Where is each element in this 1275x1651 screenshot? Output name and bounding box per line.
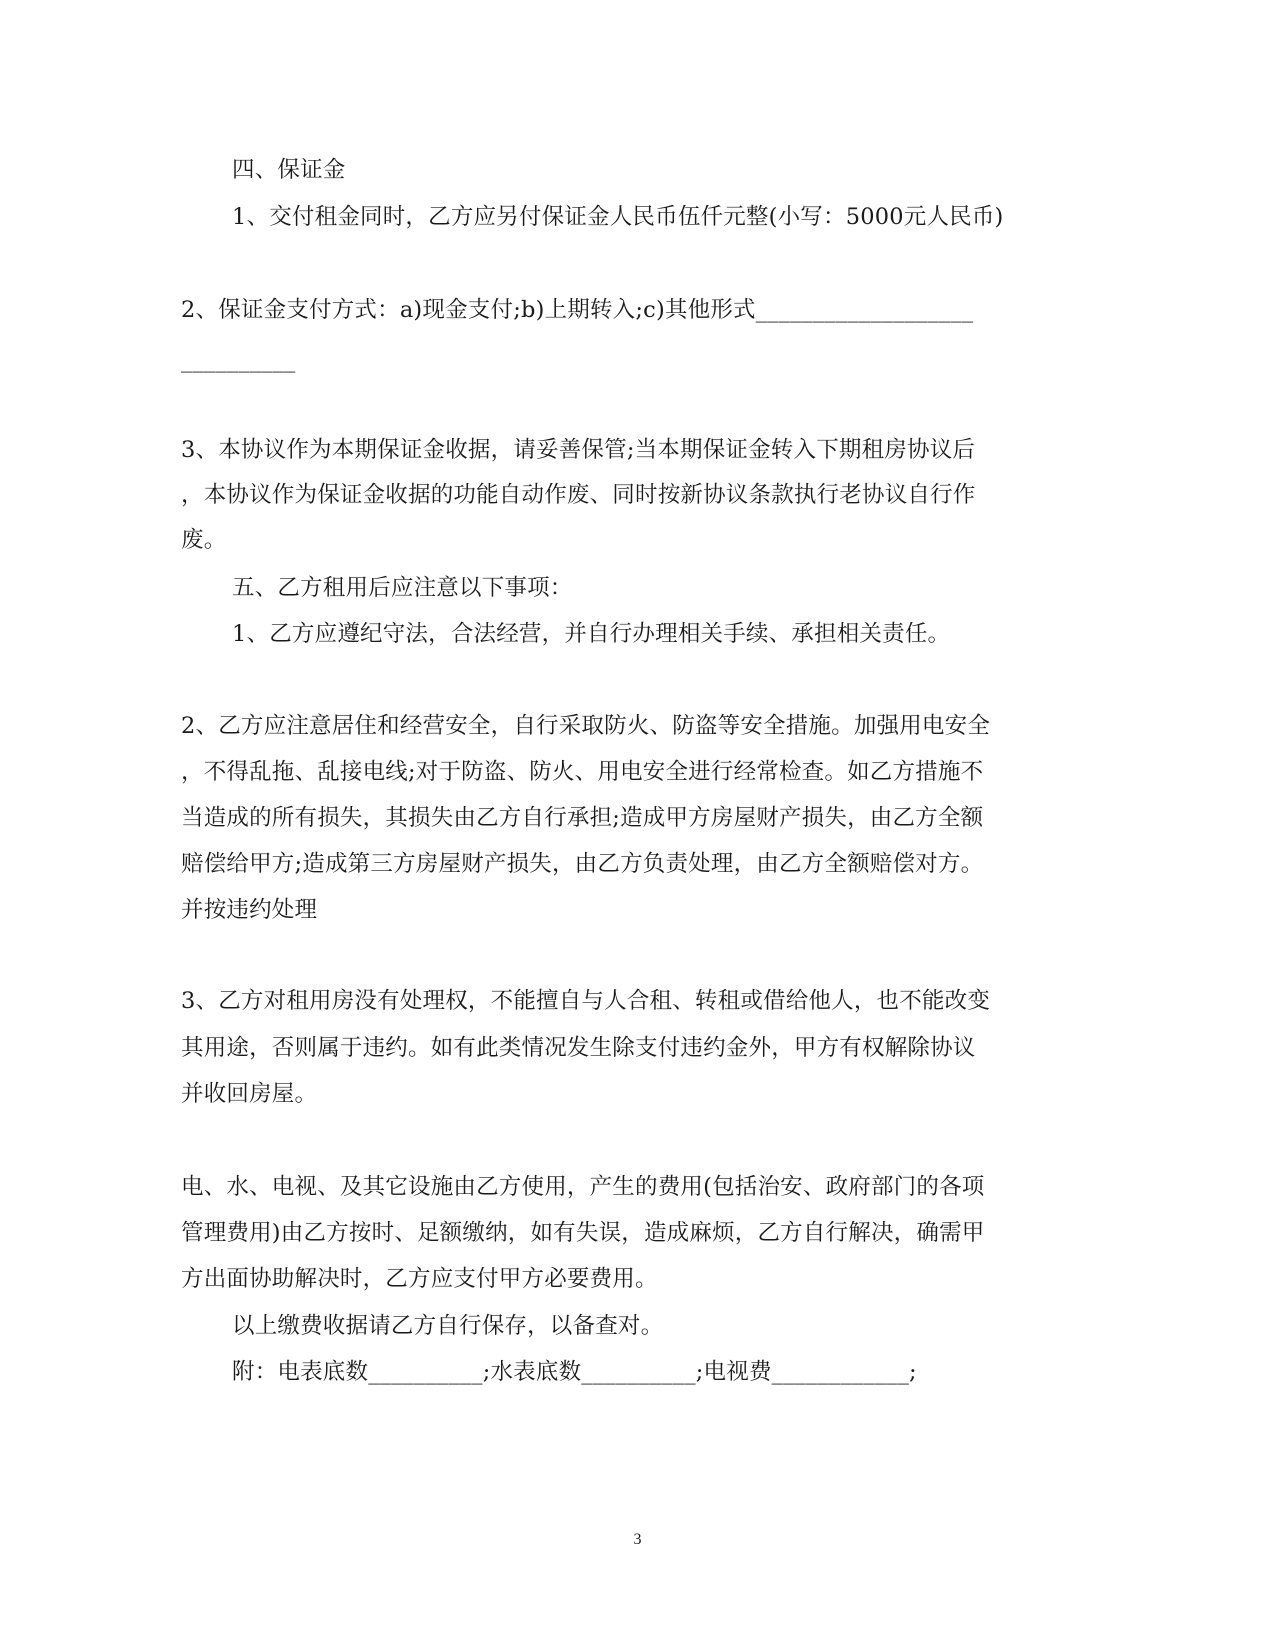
deposit-clause-3-line-2: ，本协议作为保证金收据的功能自动作废、同时按新协议条款执行老协议自行作 [181, 482, 976, 508]
notes-clause-3-line-1: 3、乙方对租用房没有处理权，不能擅自与人合租、转租或借给他人，也不能改变 [181, 988, 991, 1014]
section-heading-deposit: 四、保证金 [232, 157, 346, 183]
utilities-clause-line-2: 管理费用)由乙方按时、足额缴纳，如有失误，造成麻烦，乙方自行解决，确需甲 [181, 1220, 985, 1246]
notes-clause-2-line-3: 当造成的所有损失，其损失由乙方自行承担;造成甲方房屋财产损失，由乙方全额 [181, 805, 984, 831]
notes-clause-3-line-2: 其用途，否则属于违约。如有此类情况发生除支付违约金外，甲方有权解除协议 [181, 1035, 976, 1061]
utilities-clause-line-1: 电、水、电视、及其它设施由乙方使用，产生的费用(包括治安、政府部门的各项 [181, 1174, 985, 1200]
deposit-clause-3-line-3: 废。 [181, 527, 227, 553]
deposit-clause-2-continued: __________ [181, 347, 296, 373]
meter-readings-line: 附：电表底数__________;水表底数__________;电视费____________; [232, 1359, 917, 1385]
deposit-clause-3-line-1: 3、本协议作为本期保证金收据，请妥善保管;当本期保证金转入下期租房协议后 [181, 437, 976, 463]
page-number: 3 [633, 1531, 642, 1548]
notes-clause-2-line-1: 2、乙方应注意居住和经营安全，自行采取防火、防盗等安全措施。加强用电安全 [181, 713, 991, 739]
utilities-clause-line-3: 方出面协助解决时，乙方应支付甲方必要费用。 [181, 1266, 658, 1292]
notes-clause-2-line-4: 赔偿给甲方;造成第三方房屋财产损失，由乙方负责处理，由乙方全额赔偿对方。 [181, 851, 984, 877]
notes-clause-2-line-5: 并按违约处理 [181, 897, 318, 923]
receipt-note: 以上缴费收据请乙方自行保存，以备查对。 [232, 1313, 664, 1339]
deposit-clause-1: 1、交付租金同时，乙方应另付保证金人民币伍仟元整(小写：5000元人民币) [232, 204, 1004, 230]
deposit-clause-2: 2、保证金支付方式：a)现金支付;b)上期转入;c)其他形式___________________ [181, 297, 974, 323]
section-heading-notes: 五、乙方租用后应注意以下事项： [232, 575, 573, 601]
notes-clause-2-line-2: ，不得乱拖、乱接电线;对于防盗、防火、用电安全进行经常检查。如乙方措施不 [181, 759, 984, 785]
notes-clause-3-line-3: 并收回房屋。 [181, 1081, 318, 1107]
notes-clause-1: 1、乙方应遵纪守法，合法经营，并自行办理相关手续、承担相关责任。 [232, 621, 951, 647]
